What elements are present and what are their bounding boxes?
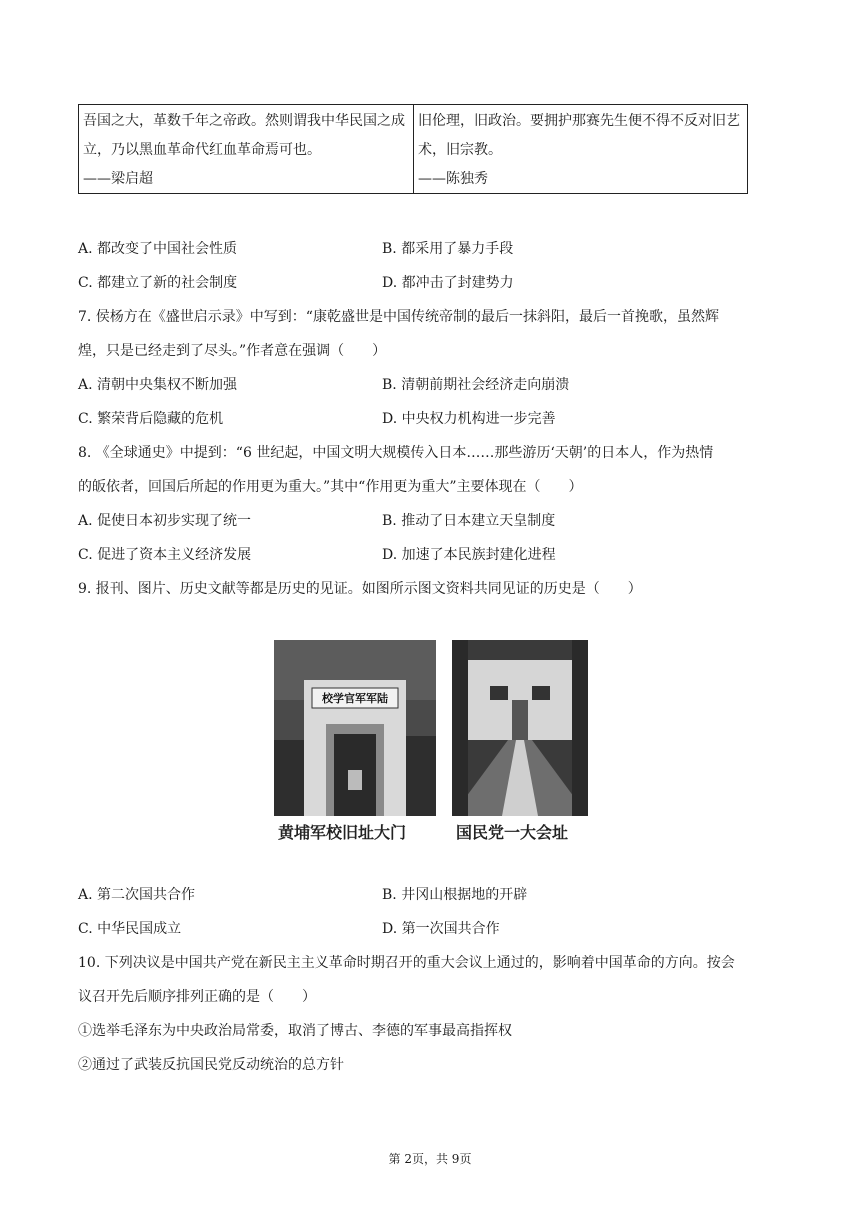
- q7-stem-line1: 7. 侯杨方在《盛世启示录》中写到：“康乾盛世是中国传统帝制的最后一抹斜阳，最后一首挽歌，虽然辉: [78, 309, 719, 325]
- gate-sign-text: 校学官军军陆: [322, 692, 388, 705]
- q9-option-a: A. 第二次国共合作: [78, 887, 196, 903]
- quote-cell-chen: [413, 105, 747, 193]
- whampoa-gate-photo: [274, 640, 436, 816]
- page-footer: 第 2页，共 9页: [388, 1152, 472, 1166]
- q6-option-a: A. 都改变了中国社会性质: [78, 241, 238, 257]
- q9-option-b: B. 井冈山根据地的开辟: [382, 887, 528, 903]
- congress-hall-drawing: [452, 640, 588, 816]
- q8-option-d: D. 加速了本民族封建化进程: [382, 547, 556, 563]
- q6-option-d: D. 都冲击了封建势力: [382, 275, 514, 291]
- kmt-congress-caption: 国民党一大会址: [456, 823, 569, 842]
- q7-option-b: B. 清朝前期社会经济走向崩溃: [382, 377, 570, 393]
- kmt-congress-hall-photo: [452, 640, 588, 816]
- quote-text: 吾国之大，革数千年之帝政。然则谓我中华民国之成立，乃以黑血革命代红血革命焉可也。: [83, 113, 405, 158]
- q8-stem-line2: 的皈依者，回国后所起的作用更为重大。”其中“作用更为重大”主要体现在（ ）: [78, 479, 583, 495]
- quote-cell-liang: [79, 105, 413, 193]
- q7-option-a: A. 清朝中央集权不断加强: [78, 377, 238, 393]
- q8-option-c: C. 促进了资本主义经济发展: [78, 547, 252, 563]
- q6-option-c: C. 都建立了新的社会制度: [78, 275, 238, 291]
- quote-author: ——梁启超: [83, 171, 153, 187]
- q10-stem-line2: 议召开先后顺序排列正确的是（ ）: [78, 989, 316, 1005]
- quote-text: 旧伦理，旧政治。要拥护那赛先生便不得不反对旧艺术，旧宗教。: [418, 113, 740, 158]
- whampoa-gate-drawing: [274, 640, 436, 816]
- q9-option-c: C. 中华民国成立: [78, 921, 182, 937]
- q7-option-c: C. 繁荣背后隐藏的危机: [78, 411, 224, 427]
- q10-stem-line1: 10. 下列决议是中国共产党在新民主主义革命时期召开的重大会议上通过的，影响着中国革命的方向。按会: [78, 955, 735, 971]
- q8-option-a: A. 促使日本初步实现了统一: [78, 513, 252, 529]
- q8-stem-line1: 8. 《全球通史》中提到：“6 世纪起，中国文明大规模传入日本……那些游历‘天朝’的日本人，作为热情: [78, 445, 714, 461]
- q7-stem-line2: 煌，只是已经走到了尽头。”作者意在强调（ ）: [78, 343, 387, 359]
- q9-stem-line1: 9. 报刊、图片、历史文献等都是历史的见证。如图所示图文资料共同见证的历史是（ ）: [78, 581, 642, 597]
- q9-figure: [274, 640, 590, 850]
- q6-option-b: B. 都采用了暴力手段: [382, 241, 514, 257]
- whampoa-caption: 黄埔军校旧址大门: [278, 823, 407, 842]
- q7-option-d: D. 中央权力机构进一步完善: [382, 411, 556, 427]
- quote-table: [78, 104, 748, 194]
- q10-item-2: ②通过了武装反抗国民党反动统治的总方针: [78, 1057, 344, 1073]
- q9-option-d: D. 第一次国共合作: [382, 921, 500, 937]
- quote-author: ——陈独秀: [418, 171, 488, 187]
- q10-item-1: ①选举毛泽东为中央政治局常委，取消了博古、李德的军事最高指挥权: [78, 1023, 512, 1039]
- q8-option-b: B. 推动了日本建立天皇制度: [382, 513, 556, 529]
